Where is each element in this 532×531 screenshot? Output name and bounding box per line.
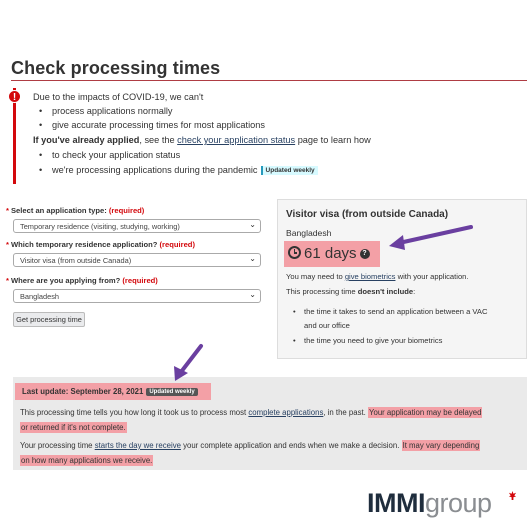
arrow-to-update-icon <box>170 342 206 384</box>
alert-bullet-3: • to check your application status <box>52 150 180 160</box>
page-title: Check processing times <box>11 58 221 78</box>
application-type-select[interactable]: Temporary residence (visiting, studying, working) ⌄ <box>13 219 261 233</box>
help-icon[interactable]: ? <box>360 249 370 259</box>
result-bullet-1: • the time it takes to send an application between a VAC <box>304 307 487 316</box>
last-update-highlight <box>15 383 211 400</box>
last-update-panel <box>13 377 527 470</box>
update-paragraph-2-line-1: Your processing time starts the day we receive your complete application and ends when we make a decision. It may vary depending <box>20 441 480 450</box>
clock-icon <box>288 246 301 259</box>
applying-from-label: * Where are you applying from? (required) <box>6 276 158 285</box>
complete-applications-link[interactable]: complete applications <box>248 408 324 417</box>
result-country: Bangladesh <box>286 228 332 238</box>
applying-from-select[interactable]: Bangladesh ⌄ <box>13 289 261 303</box>
application-type-label: * Select an application type: (required) <box>6 206 145 215</box>
result-bullet-2: • the time you need to give your biometrics <box>304 336 442 345</box>
result-bullet-1-cont: and our office <box>304 321 350 330</box>
title-rule <box>11 80 527 81</box>
chevron-down-icon: ⌄ <box>249 290 256 299</box>
alert-bullet-2: • give accurate processing times for most applications <box>52 120 265 130</box>
updated-weekly-badge: Updated weekly <box>261 166 318 175</box>
get-processing-time-button[interactable]: Get processing time <box>13 312 85 327</box>
alert-line1: Due to the impacts of COVID-19, we can't <box>33 92 204 102</box>
processing-days-highlight <box>284 241 380 267</box>
covid-alert <box>12 88 371 184</box>
alert-bullet-1: • process applications normally <box>52 106 173 116</box>
not-include-text: This processing time doesn't include: <box>286 287 416 296</box>
alert-icon: ! <box>8 90 21 103</box>
last-update-title: Last update: September 28, 2021 Updated weekly <box>22 387 198 396</box>
arrow-to-days-icon <box>385 222 475 252</box>
already-applied-text: If you've already applied, see the check your application status page to learn how <box>33 135 371 145</box>
temporary-residence-label: * Which temporary residence application? (required) <box>6 240 195 249</box>
chevron-down-icon: ⌄ <box>249 254 256 263</box>
update-paragraph-2-line-2: on how many applications we receive. <box>21 456 153 465</box>
immigroup-logo: IMMIgroup <box>367 488 492 518</box>
maple-leaf-icon <box>508 491 517 500</box>
starts-day-link[interactable]: starts the day we receive <box>94 441 181 450</box>
chevron-down-icon: ⌄ <box>249 220 256 229</box>
result-title: Visitor visa (from outside Canada) <box>286 209 449 220</box>
alert-bullet-4: • we're processing applications during the pandemic Updated weekly <box>52 165 318 175</box>
processing-days: 61 days <box>304 245 357 262</box>
give-biometrics-link[interactable]: give biometrics <box>344 272 396 281</box>
temporary-residence-select[interactable]: Visitor visa (from outside Canada) ⌄ <box>13 253 261 267</box>
update-paragraph-1-line-2: or returned if it's not complete. <box>21 423 126 432</box>
update-paragraph-1-line-1: This processing time tells you how long it took us to process most complete applications, in the past. Your application may be delayed <box>20 408 482 417</box>
updated-weekly-badge-dark: Updated weekly <box>146 388 197 396</box>
biometrics-text: You may need to give biometrics with your application. <box>286 272 469 281</box>
check-status-link[interactable]: check your application status <box>177 135 296 145</box>
